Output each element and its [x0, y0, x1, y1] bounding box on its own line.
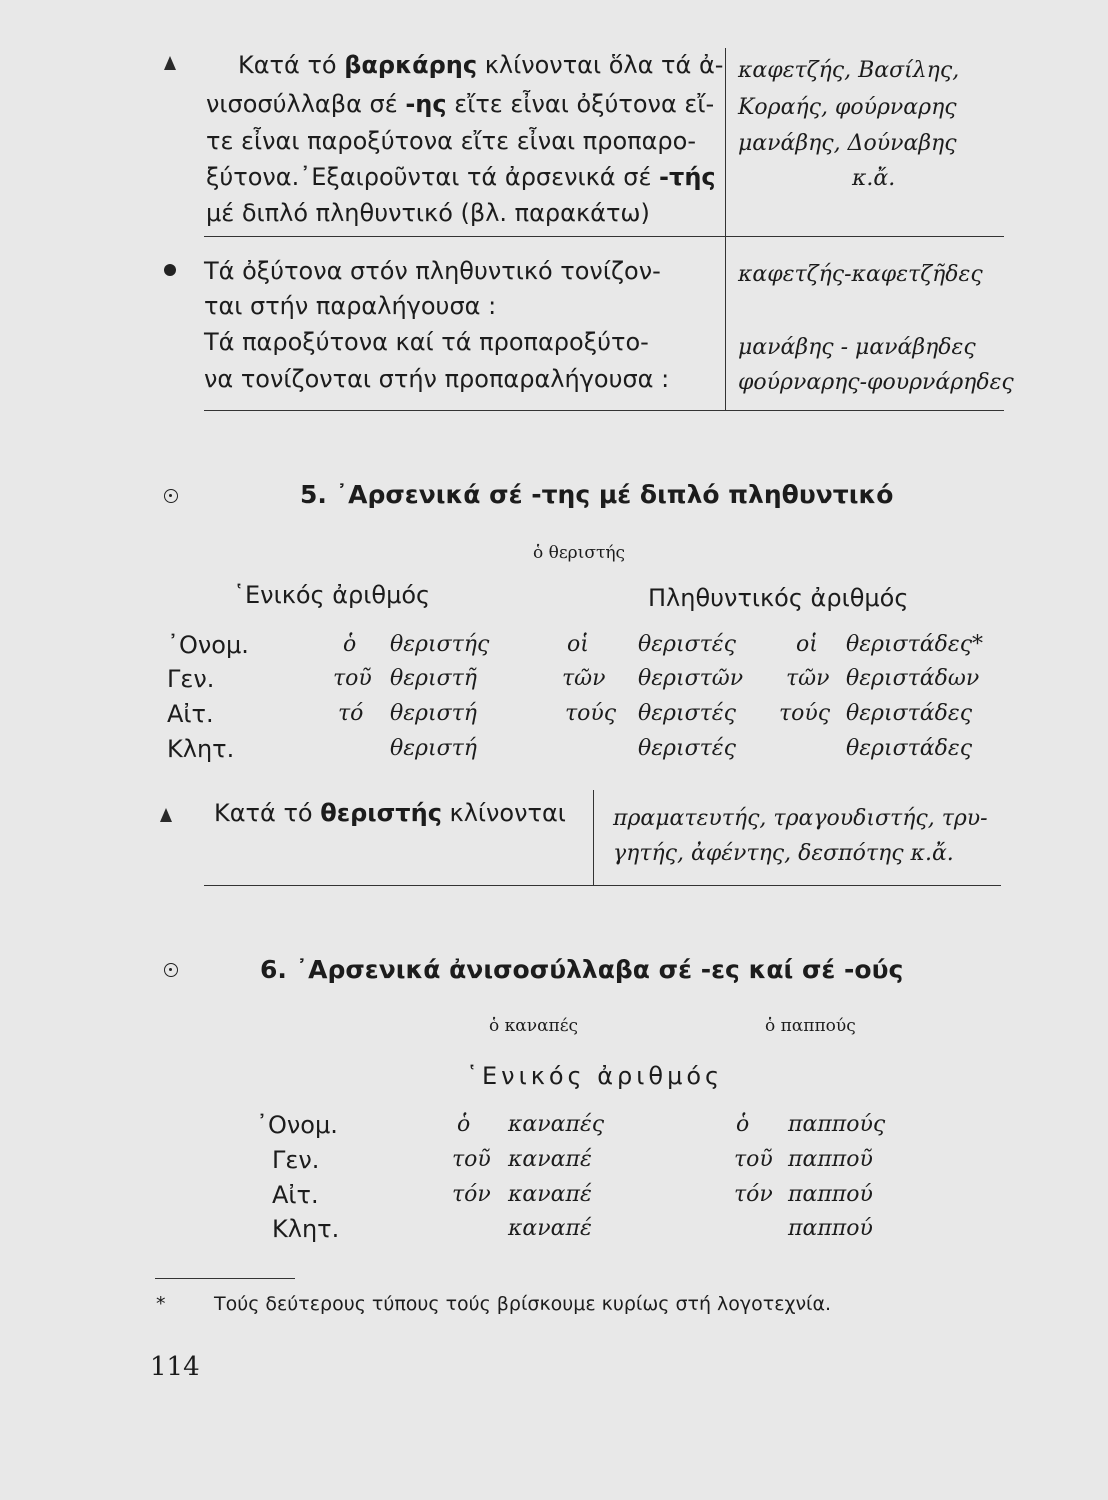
triangle-marker-icon [160, 808, 172, 822]
s6-case-2: Γεν. [272, 1146, 320, 1174]
s5-case-2: Γεν. [167, 665, 215, 693]
section6-title: 6. ᾽Αρσενικά ἀνισοσύλλαβα σέ -ες καί σέ -ούς [260, 955, 904, 984]
s6-art1-2: τοῦ [452, 1147, 491, 1172]
s6-w1-3: καναπέ [508, 1182, 592, 1207]
s5-case-1: ᾽Ονομ. [167, 631, 249, 659]
s6-w2-2: παπποῦ [788, 1147, 873, 1172]
block1-line-2: νισοσύλλαβα σέ -ης εἴτε εἶναι ὀξύτονα εἴ- [206, 90, 715, 118]
block1-example-2: Κοραής, φούρναρης [738, 95, 957, 120]
s6-w1-4: καναπέ [508, 1216, 592, 1241]
s5-art-2: τοῦ [333, 666, 372, 691]
block2-example-1: καφετζής-καφετζῆδες [738, 262, 983, 287]
section6-singular-label: ῾Ενικός ἀριθμός [466, 1062, 724, 1090]
footnote-rule [155, 1278, 295, 1279]
block2-line-2: ται στήν παραλήγουσα : [204, 292, 497, 320]
s5-pl2-2: θεριστάδων [846, 666, 980, 691]
section5-noun: ὁ θεριστής [533, 543, 626, 563]
block1-rule [204, 236, 1004, 237]
s5-case-4: Κλητ. [167, 735, 235, 763]
s5-pl1-4: θεριστές [638, 736, 736, 761]
s5-art2-2: τῶν [562, 666, 606, 691]
block1-line-5: μέ διπλό πληθυντικό (βλ. παρακάτω) [206, 199, 650, 227]
s6-case-1: ᾽Ονομ. [256, 1111, 338, 1139]
block1-example-1: καφετζής, Βασίλης, [738, 58, 960, 83]
section5-rule-text: Κατά τό θεριστής κλίνονται [214, 799, 566, 827]
section5-singular-label: ῾Ενικός ἀριθμός [233, 581, 431, 609]
s6-case-3: Αἰτ. [272, 1181, 319, 1209]
s5-art2-3: τούς [565, 701, 617, 726]
s5-art3-3: τούς [779, 701, 831, 726]
block2-example-2: μανάβης - μανάβηδες [738, 335, 976, 360]
s6-art1-1: ὁ [457, 1112, 471, 1137]
s5-pl2-4: θεριστάδες [846, 736, 973, 761]
s6-w1-2: καναπέ [508, 1147, 592, 1172]
s5-case-3: Αἰτ. [167, 700, 214, 728]
s5-sg-4: θεριστή [390, 736, 477, 761]
s5-art-3: τό [338, 701, 364, 726]
section5-title: 5. ᾽Αρσενικά σέ -της μέ διπλό πληθυντικό [300, 480, 894, 509]
block2-rule [204, 410, 1004, 411]
s5-pl1-2: θεριστῶν [638, 666, 744, 691]
s5-sg-3: θεριστή [390, 701, 477, 726]
block1-line-1: Κατά τό βαρκάρης κλίνονται ὅλα τά ἀ- [238, 51, 724, 79]
block1-line-4: ξύτονα.᾽Εξαιροῦνται τά ἀρσενικά σέ -τής [206, 163, 716, 191]
block1-divider [725, 48, 726, 410]
footnote-text: Τούς δεύτερους τύπους τούς βρίσκουμε κυρίως στή λογοτεχνία. [214, 1293, 832, 1315]
s6-art2-2: τοῦ [734, 1147, 773, 1172]
s6-art1-3: τόν [452, 1182, 491, 1207]
s5-art3-1: οἱ [796, 632, 818, 657]
section6-noun-2: ὁ παππούς [765, 1016, 856, 1036]
section-circle-icon [164, 963, 178, 977]
s5-pl1-1: θεριστές [638, 632, 736, 657]
s6-w1-1: καναπές [508, 1112, 605, 1137]
s5-pl2-1: θεριστάδες* [846, 632, 984, 657]
s6-case-4: Κλητ. [272, 1215, 340, 1243]
bullet-dot-icon [164, 264, 176, 276]
section5-rule-divider [593, 790, 594, 886]
section6-noun-1: ὁ καναπές [489, 1016, 579, 1036]
block1-example-4: κ.ἄ. [852, 166, 896, 191]
block2-line-3: Τά παροξύτονα καί τά προπαροξύτο- [204, 328, 649, 356]
s5-art-1: ὁ [343, 632, 357, 657]
block2-line-4: να τονίζονται στήν προπαραλήγουσα : [204, 365, 670, 393]
block1-example-3: μανάβης, Δούναβης [738, 131, 957, 156]
s5-art2-1: οἱ [567, 632, 589, 657]
block2-example-3: φούρναρης-φουρνάρηδες [738, 370, 1014, 395]
s5-sg-1: θεριστής [390, 632, 490, 657]
block1-line-3: τε εἶναι παροξύτονα εἴτε εἶναι προπαρο- [206, 127, 696, 155]
s5-pl1-3: θεριστές [638, 701, 736, 726]
page-number: 114 [150, 1352, 200, 1382]
section5-rule-example-2: γητής, ἀφέντης, δεσπότης κ.ἄ. [613, 841, 954, 866]
section-circle-icon [164, 489, 178, 503]
footnote-mark: * [156, 1293, 166, 1315]
s6-w2-3: παππού [788, 1182, 873, 1207]
triangle-marker-icon [164, 56, 176, 70]
s6-w2-4: παππού [788, 1216, 873, 1241]
s6-art2-1: ὁ [736, 1112, 750, 1137]
s5-art3-2: τῶν [786, 666, 830, 691]
s6-art2-3: τόν [734, 1182, 773, 1207]
s5-pl2-3: θεριστάδες [846, 701, 973, 726]
s5-sg-2: θεριστῆ [390, 666, 477, 691]
section5-plural-label: Πληθυντικός ἀριθμός [648, 584, 909, 612]
s6-w2-1: παππούς [788, 1112, 886, 1137]
block2-line-1: Τά ὀξύτονα στόν πληθυντικό τονίζον- [204, 257, 661, 285]
section5-rule-example-1: πραματευτής, τραγουδιστής, τρυ- [613, 806, 988, 831]
section5-rule-line [204, 885, 1001, 886]
